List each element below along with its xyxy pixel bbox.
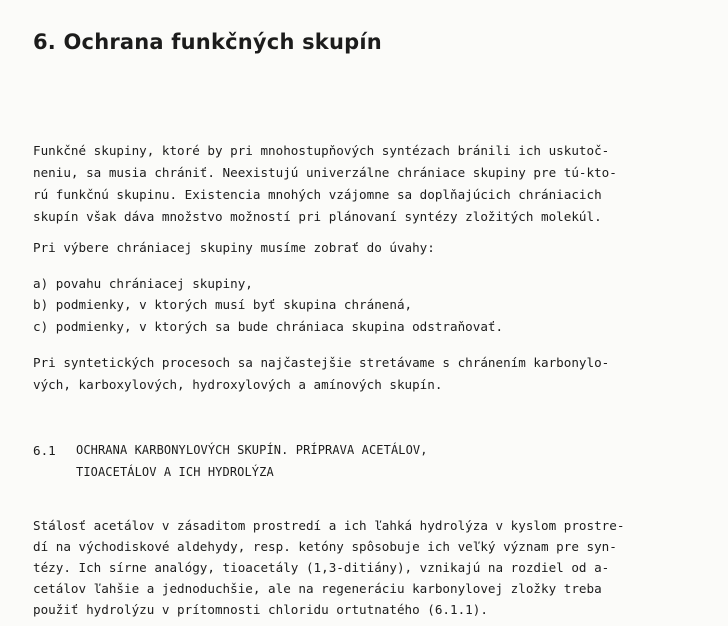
considerations-lead: Pri výbere chrániacej skupiny musíme zobrať do úvahy:: [33, 240, 435, 255]
section-number: 6.1: [33, 443, 56, 458]
intro-line: neniu, sa musia chrániť. Neexistujú univerzálne chrániace skupiny pre tú-kto-: [33, 165, 617, 180]
body-line: použiť hydrolýzu v prítomnosti chloridu ortutnatého (6.1.1).: [33, 602, 488, 617]
body-line: cetálov ľahšie a jednoduchšie, ale na regeneráciu karbonylovej zložky treba: [33, 581, 602, 596]
synthesis-line: Pri syntetických procesoch sa najčastejšie stretávame s chránením karbonylo-: [33, 355, 610, 370]
body-line: Stálosť acetálov v zásaditom prostredí a ich ľahká hydrolýza v kyslom prostre-: [33, 518, 625, 533]
body-line: dí na východiskové aldehydy, resp. ketóny spôsobuje ich veľký význam pre syn-: [33, 539, 617, 554]
body-line: tézy. Ich sírne analógy, tioacetály (1,3-ditiány), vznikajú na rozdiel od a-: [33, 560, 610, 575]
chapter-title: 6. Ochrana funkčných skupín: [33, 30, 382, 54]
synthesis-line: vých, karboxylových, hydroxylových a amínových skupín.: [33, 377, 443, 392]
intro-line: skupín však dáva množstvo možností pri plánovaní syntézy zložitých molekúl.: [33, 209, 602, 224]
list-item: a) povahu chrániacej skupiny,: [33, 276, 253, 291]
intro-line: rú funkčnú skupinu. Existencia mnohých vzájomne sa doplňajúcich chrániacich: [33, 187, 602, 202]
list-item: c) podmienky, v ktorých sa bude chrániaca skupina odstraňovať.: [33, 319, 504, 334]
section-title-line: TIOACETÁLOV A ICH HYDROLÝZA: [76, 465, 274, 479]
intro-line: Funkčné skupiny, ktoré by pri mnohostupňových syntézach bránili ich uskutoč-: [33, 143, 610, 158]
section-title-line: OCHRANA KARBONYLOVÝCH SKUPÍN. PRÍPRAVA ACETÁLOV,: [76, 443, 428, 457]
list-item: b) podmienky, v ktorých musí byť skupina chránená,: [33, 297, 413, 312]
